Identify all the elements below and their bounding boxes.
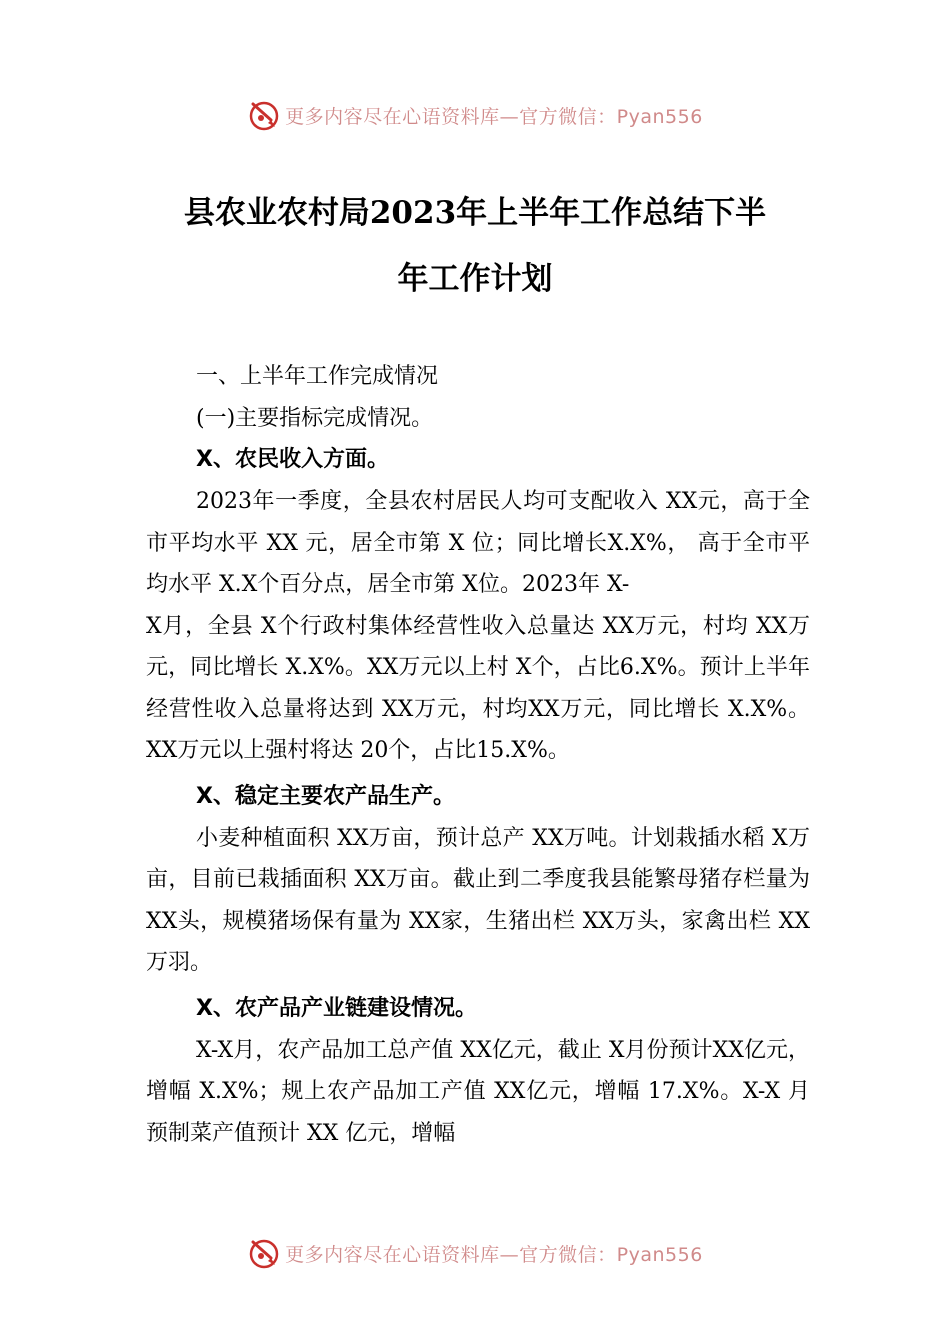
watermark-text: 更多内容尽在心语资料库—官方微信：Pyan556 [285, 1243, 703, 1266]
watermark-wechat-id: Pyan556 [616, 105, 703, 128]
title-line-2: 年工作计划 [397, 261, 553, 297]
paragraph-income-2: X月，全县 X个行政村集体经营性收入总量达 XX万元，村均 XX万元，同比增长 X.X%。XX万元以上村 X个，占比6.X%。预计上半年经营性收入总量将达到 XX万元，村均XX万元，同比增长 X.X%。XX万元以上强村将达 20个，占比15.X%。 [146, 613, 810, 763]
pen-seal-logo-icon [247, 98, 281, 132]
paragraph-industry-chain: X-X月，农产品加工总产值 XX亿元，截止 X月份预计XX亿元，增幅 X.X%；规上农产品加工产值 XX亿元，增幅 17.X%。X-X 月预制菜产值预计 XX 亿元，增幅 [146, 1037, 810, 1146]
item-heading-production: X、稳定主要农产品生产。 [196, 783, 455, 809]
watermark-text: 更多内容尽在心语资料库—官方微信：Pyan556 [285, 105, 703, 128]
paragraph-income-1: 2023年一季度，全县农村居民人均可支配收入 XX元，高于全市平均水平 XX 元，居全市第 X 位；同比增长X.X%， 高于全市平均水平 X.X个百分点，居全市第 X位。2023年 X- [146, 489, 810, 597]
paragraph-production: 小麦种植面积 XX万亩，预计总产 XX万吨。计划栽插水稻 X万亩，目前已栽插面积 XX万亩。截止到二季度我县能繁母猪存栏量为 XX头，规模猪场保有量为 XX家，生猪出栏 XX万头，家禽出栏 XX万羽。 [146, 825, 810, 975]
item-heading-industry-chain: X、农产品产业链建设情况。 [196, 995, 477, 1021]
document-body [146, 356, 810, 1154]
watermark-wechat-id: Pyan556 [616, 1243, 703, 1266]
item-heading-income: X、农民收入方面。 [196, 447, 389, 472]
title-line-1: 县农业农村局2023年上半年工作总结下半 [183, 195, 767, 231]
subsection-heading: (一)主要指标完成情况。 [196, 405, 434, 431]
section-heading: 一、上半年工作完成情况 [196, 364, 439, 389]
pen-seal-logo-icon [247, 1236, 281, 1270]
watermark-header [0, 95, 950, 135]
watermark-footer [0, 1233, 950, 1273]
document-title [140, 180, 810, 312]
